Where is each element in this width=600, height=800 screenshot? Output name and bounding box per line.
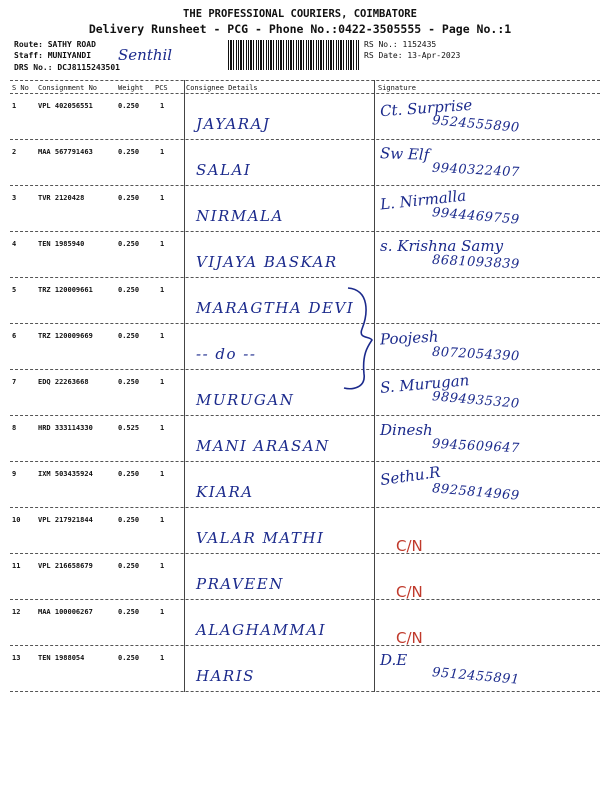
weight-value: 0.250 bbox=[118, 516, 140, 524]
col-pcs: PCS bbox=[155, 84, 168, 92]
weight-value: 0.250 bbox=[118, 286, 140, 294]
col-signature: Signature bbox=[378, 84, 416, 92]
row-sno: 3 bbox=[12, 194, 17, 202]
row-divider bbox=[10, 599, 600, 600]
phone-number: 8072054390 bbox=[431, 344, 521, 365]
weight-value: 0.250 bbox=[118, 470, 140, 478]
consignee-name: VALAR MATHI bbox=[196, 529, 325, 547]
row-sno: 10 bbox=[12, 516, 21, 524]
signature-mark: S. Murugan bbox=[379, 371, 470, 397]
signature-mark: C/N bbox=[396, 583, 423, 601]
company-title: THE PROFESSIONAL COURIERS, COIMBATORE bbox=[183, 8, 417, 20]
col-sno: S No bbox=[12, 84, 29, 92]
pcs-value: 1 bbox=[160, 102, 165, 110]
consignee-name: KIARA bbox=[196, 483, 254, 501]
row-divider bbox=[10, 691, 600, 692]
row-sno: 9 bbox=[12, 470, 17, 478]
phone-number: 9944469759 bbox=[431, 205, 521, 228]
phone-number: 9512455891 bbox=[431, 665, 521, 688]
weight-value: 0.250 bbox=[118, 148, 140, 156]
consignee-name: MARAGTHA DEVI bbox=[196, 299, 355, 317]
consignee-name: HARIS bbox=[196, 667, 255, 685]
pcs-value: 1 bbox=[160, 332, 165, 340]
row-divider bbox=[10, 185, 600, 186]
phone-number: 9524555890 bbox=[431, 113, 521, 136]
row-sno: 8 bbox=[12, 424, 17, 432]
consignment-no: MAA 100006267 bbox=[38, 608, 93, 616]
table-header-rule bbox=[10, 93, 600, 94]
consignment-no: IXM 503435924 bbox=[38, 470, 93, 478]
consignment-no: TRZ 120009669 bbox=[38, 332, 93, 340]
bracket-mark bbox=[340, 284, 380, 394]
pcs-value: 1 bbox=[160, 148, 165, 156]
pcs-value: 1 bbox=[160, 470, 165, 478]
row-divider bbox=[10, 415, 600, 416]
row-sno: 13 bbox=[12, 654, 21, 662]
pcs-value: 1 bbox=[160, 654, 165, 662]
consignee-name: JAYARAJ bbox=[196, 115, 271, 133]
row-divider bbox=[10, 277, 600, 278]
consignment-no: TVR 2120428 bbox=[38, 194, 85, 202]
consignee-name: -- do -- bbox=[196, 345, 257, 363]
phone-number: 8925814969 bbox=[431, 481, 521, 504]
rs-number: RS No.: 1152435 bbox=[364, 40, 437, 49]
col-consignee: Consignee Details bbox=[186, 84, 258, 92]
consignee-name: NIRMALA bbox=[196, 207, 284, 225]
rs-date: RS Date: 13-Apr-2023 bbox=[364, 51, 461, 60]
signature-mark: Dinesh bbox=[380, 421, 433, 439]
pcs-value: 1 bbox=[160, 562, 165, 570]
row-sno: 7 bbox=[12, 378, 17, 386]
consignment-no: TEN 1988054 bbox=[38, 654, 85, 662]
row-sno: 5 bbox=[12, 286, 17, 294]
staff-label: Staff: MUNIYANDI bbox=[14, 51, 92, 60]
weight-value: 0.250 bbox=[118, 194, 140, 202]
consignment-no: VPL 217921844 bbox=[38, 516, 93, 524]
signature-mark: Sethu.R bbox=[379, 462, 442, 490]
row-divider bbox=[10, 553, 600, 554]
row-divider bbox=[10, 645, 600, 646]
row-divider bbox=[10, 507, 600, 508]
weight-value: 0.250 bbox=[118, 378, 140, 386]
consignment-no: MAA 567791463 bbox=[38, 148, 93, 156]
pcs-value: 1 bbox=[160, 516, 165, 524]
row-sno: 11 bbox=[12, 562, 21, 570]
signature-mark: L. Nirmalla bbox=[379, 186, 468, 214]
row-divider bbox=[10, 461, 600, 462]
row-divider bbox=[10, 369, 600, 370]
col-weight: Weight bbox=[118, 84, 144, 92]
consignee-name: SALAI bbox=[196, 161, 252, 179]
phone-number: 9894935320 bbox=[431, 389, 521, 412]
signature-mark: C/N bbox=[396, 537, 423, 555]
consignment-no: VPL 216658679 bbox=[38, 562, 93, 570]
pcs-value: 1 bbox=[160, 286, 165, 294]
weight-value: 0.250 bbox=[118, 240, 140, 248]
route-label: Route: SATHY ROAD bbox=[14, 40, 96, 49]
weight-value: 0.250 bbox=[118, 102, 140, 110]
signature-mark: D.E bbox=[380, 651, 408, 669]
pcs-value: 1 bbox=[160, 378, 165, 386]
drs-number: DRS No.: DCJ8115243501 bbox=[14, 63, 120, 72]
pcs-value: 1 bbox=[160, 424, 165, 432]
row-sno: 1 bbox=[12, 102, 17, 110]
signature-mark: Ct. Surprise bbox=[379, 95, 473, 121]
weight-value: 0.250 bbox=[118, 654, 140, 662]
phone-number: 9940322407 bbox=[431, 160, 521, 181]
signature-mark: Sw Elf bbox=[379, 144, 430, 164]
consignee-name: MANI ARASAN bbox=[196, 437, 330, 455]
row-divider bbox=[10, 231, 600, 232]
consignee-column-line bbox=[184, 80, 185, 692]
signature-mark: C/N bbox=[396, 629, 423, 647]
barcode bbox=[228, 40, 360, 70]
consignment-no: TRZ 120009661 bbox=[38, 286, 93, 294]
signature-mark: s. Krishna Samy bbox=[380, 237, 504, 255]
consignment-no: EDQ 22263668 bbox=[38, 378, 89, 386]
phone-number: 8681093839 bbox=[431, 252, 521, 273]
staff-handwritten: Senthil bbox=[118, 46, 173, 64]
consignment-no: TEN 1985940 bbox=[38, 240, 85, 248]
weight-value: 0.250 bbox=[118, 562, 140, 570]
pcs-value: 1 bbox=[160, 608, 165, 616]
signature-mark: Poojesh bbox=[379, 327, 439, 349]
consignee-name: ALAGHAMMAI bbox=[196, 621, 326, 639]
weight-value: 0.250 bbox=[118, 332, 140, 340]
weight-value: 0.525 bbox=[118, 424, 140, 432]
col-consignment: Consignment No bbox=[38, 84, 98, 92]
consignee-name: MURUGAN bbox=[196, 391, 295, 409]
table-top-rule bbox=[10, 80, 600, 81]
row-divider bbox=[10, 139, 600, 140]
consignment-no: HRD 333114330 bbox=[38, 424, 93, 432]
pcs-value: 1 bbox=[160, 240, 165, 248]
row-sno: 2 bbox=[12, 148, 17, 156]
consignee-name: PRAVEEN bbox=[196, 575, 284, 593]
row-sno: 12 bbox=[12, 608, 21, 616]
runsheet-title: Delivery Runsheet - PCG - Phone No.:0422-3505555 - Page No.:1 bbox=[88, 22, 512, 36]
pcs-value: 1 bbox=[160, 194, 165, 202]
phone-number: 9945609647 bbox=[431, 436, 521, 457]
row-sno: 4 bbox=[12, 240, 17, 248]
row-sno: 6 bbox=[12, 332, 17, 340]
weight-value: 0.250 bbox=[118, 608, 140, 616]
row-divider bbox=[10, 323, 600, 324]
consignment-no: VPL 402056551 bbox=[38, 102, 93, 110]
consignee-name: VIJAYA BASKAR bbox=[196, 253, 338, 271]
